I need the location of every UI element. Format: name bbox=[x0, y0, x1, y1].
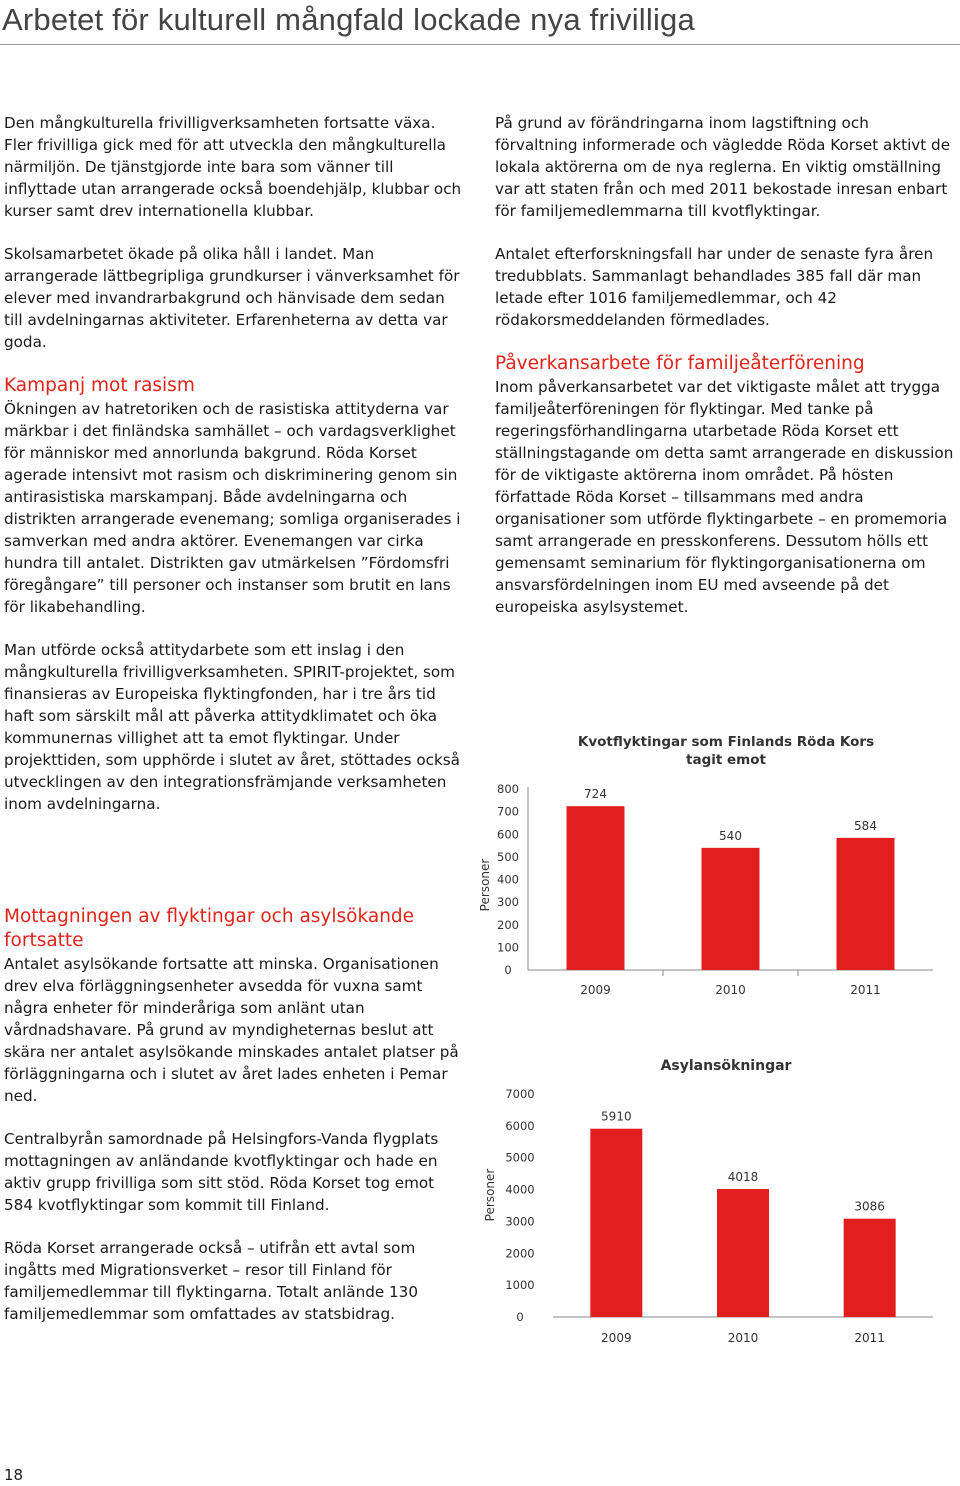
paragraph-legislation: På grund av förändringarna inom lagstiftning och förvaltning informerade och vägledde Röda Korset aktivt de lokala aktörerna om de nya reglerna. En viktig omställning var att staten från och med 2011 bekostade inresan enbart för familjemedlemmarna till kvotflyktingar. bbox=[495, 114, 951, 220]
x-tick-label: 2009 bbox=[601, 1331, 632, 1345]
paragraph-airport: Centralbyrån samordnade på Helsingfors-Vanda flygplats mottagningen av anländande kvotflyktingar och hade en aktiv grupp frivilliga som sitt stöd. Röda Korset tog emot 584 kvotflyktingar som kommit till Finland. bbox=[4, 1130, 439, 1214]
data-label: 724 bbox=[584, 787, 607, 802]
chart-title-line2: tagit emot bbox=[686, 752, 766, 768]
y-tick-label: 4000 bbox=[505, 1182, 535, 1197]
y-tick-label: 200 bbox=[497, 917, 519, 932]
data-label: 584 bbox=[854, 818, 877, 833]
y-tick-label: 0 bbox=[516, 1310, 524, 1324]
x-tick-label: 2011 bbox=[854, 1331, 885, 1345]
y-tick-label: 700 bbox=[497, 804, 519, 819]
paragraph-rasism: Ökningen av hatretoriken och de rasistiska attityderna var märkbar i det finländska samhället – och vardagsverklighet för människor med annorlunda bakgrund. Röda Korset agerade intensivt mot rasism och diskriminering genom sin antirasistiska marskampanj. Både avdelningarna och distrikten arrangerade evenemang; somliga organiserades i samverkan med andra aktörer. Evenemangen var cirka hundra till antalet. Distrikten gav utmärkelsen ”Fördomsfri föregångare” till personer och instanser som brutit en lans för likabehandling. bbox=[4, 400, 461, 616]
y-axis-label: Personer bbox=[483, 1168, 497, 1222]
asylum-applications-chart bbox=[478, 1050, 938, 1350]
paragraph-advocacy: Inom påverkansarbetet var det viktigaste målet att trygga familjeåterföreningen för flyktingar. Med tanke på regeringsförhandlingarna utarbetade Röda Korset ett ställningstagande om detta samt arrangerade en diskussion för de viktigaste aktörerna inom området. På hösten författade Röda Korset – tillsammans med andra organisationer som utförde flyktingarbete – en promemoria samt arrangerade en presskonferens. Dessutom hölls ett gemensamt seminarium för flyktingorganisationerna om ansvarsfördelningen inom EU med avseende på det europeiska asylsystemet. bbox=[495, 378, 954, 616]
bar-2010 bbox=[702, 848, 760, 970]
y-tick-label: 2000 bbox=[505, 1246, 535, 1261]
y-tick-label: 6000 bbox=[505, 1118, 535, 1133]
quota-refugees-chart bbox=[478, 730, 938, 1000]
title-divider bbox=[0, 44, 960, 45]
page-title: Arbetet för kulturell mångfald lockade nya frivilliga bbox=[2, 2, 695, 37]
paragraph-tracing: Antalet efterforskningsfall har under de senaste fyra åren tredubblats. Sammanlagt behandlades 385 fall där man letade efter 1016 familjemedlemmar, och 42 rödakorsmeddelanden förmedlades. bbox=[495, 245, 934, 329]
heading-mottagning: Mottagningen av flyktingar och asylsökande fortsatte bbox=[4, 906, 415, 951]
y-tick-label: 800 bbox=[497, 782, 519, 796]
y-tick-label: 3000 bbox=[505, 1214, 535, 1229]
bar-2009 bbox=[567, 806, 625, 970]
x-tick-label: 2010 bbox=[715, 983, 746, 997]
y-tick-label: 600 bbox=[497, 827, 519, 842]
bar-2011 bbox=[837, 838, 895, 970]
data-label: 3086 bbox=[854, 1199, 885, 1214]
y-axis-label: Personer bbox=[478, 858, 492, 912]
y-tick-label: 0 bbox=[504, 963, 512, 977]
heading-paverkan: Påverkansarbete för familjeåterförening bbox=[495, 353, 865, 374]
data-label: 4018 bbox=[727, 1169, 759, 1184]
y-tick-label: 5000 bbox=[505, 1150, 535, 1165]
x-tick-label: 2010 bbox=[727, 1331, 759, 1345]
data-label: 540 bbox=[719, 828, 742, 843]
x-tick-label: 2011 bbox=[850, 983, 881, 997]
x-tick-label: 2009 bbox=[580, 983, 611, 997]
chart-title: Asylansökningar bbox=[660, 1058, 792, 1074]
y-tick-label: 300 bbox=[497, 895, 519, 910]
right-column bbox=[495, 112, 955, 639]
y-tick-label: 100 bbox=[497, 940, 519, 955]
left-column-bottom bbox=[4, 905, 466, 1346]
paragraph-family: Röda Korset arrangerade också – utifrån ett avtal som ingåtts med Migrationsverket – resor till Finland för familjemedlemmar till flyktingarna. Totalt anlände 130 familjemedlemmar som omfattades av statsbidrag. bbox=[4, 1239, 418, 1323]
heading-rasism: Kampanj mot rasism bbox=[4, 375, 195, 396]
y-tick-label: 1000 bbox=[505, 1278, 535, 1293]
paragraph-asylum: Antalet asylsökande fortsatte att minska. Organisationen drev elva förläggningsenheter avsedda för vuxna samt några enheter för minderåriga som anlänt utan vårdnadshavare. På grund av myndigheternas beslut att skära ner antalet asylsökande minskades antalet platser på förläggningarna och i slutet av året lades enheten i Pemar ned. bbox=[4, 955, 459, 1105]
bar-2011 bbox=[844, 1219, 896, 1317]
bar-2010 bbox=[717, 1189, 769, 1317]
data-label: 5910 bbox=[601, 1109, 632, 1124]
y-tick-label: 500 bbox=[497, 849, 519, 864]
page-number: 18 bbox=[4, 1466, 24, 1484]
bar-2009 bbox=[590, 1129, 642, 1317]
y-tick-label: 400 bbox=[497, 872, 519, 887]
left-column-top bbox=[4, 112, 466, 836]
y-tick-label: 7000 bbox=[505, 1087, 535, 1101]
paragraph-attitude: Man utförde också attitydarbete som ett inslag i den mångkulturella frivilligverksamheten. SPIRIT-projektet, som finansieras av Europeiska flyktingfonden, har i tre års tid haft som särskilt mål att påverka attitydklimatet och öka kommunernas villighet att ta emot flyktingar. Under projekttiden, som upphörde i slutet av året, stöttades också utvecklingen av den integrationsfrämjande verksamheten inom avdelningarna. bbox=[4, 641, 460, 813]
paragraph-intro: Den mångkulturella frivilligverksamheten fortsatte växa. Fler frivilliga gick med för att utveckla den mångkulturella närmiljön. De tjänstgjorde inte bara som vänner till inflyttade utan arrangerade också boendehjälp, klubbar och kurser samt drev internationella klubbar. bbox=[4, 114, 462, 220]
paragraph-school: Skolsamarbetet ökade på olika håll i landet. Man arrangerade lättbegripliga grundkurser i vänverksamhet för elever med invandrarbakgrund och hänvisade dem sedan till avdelningarnas aktiviteter. Erfarenheterna av detta var goda. bbox=[4, 245, 460, 351]
chart-title-line1: Kvotflyktingar som Finlands Röda Kors bbox=[577, 734, 875, 750]
